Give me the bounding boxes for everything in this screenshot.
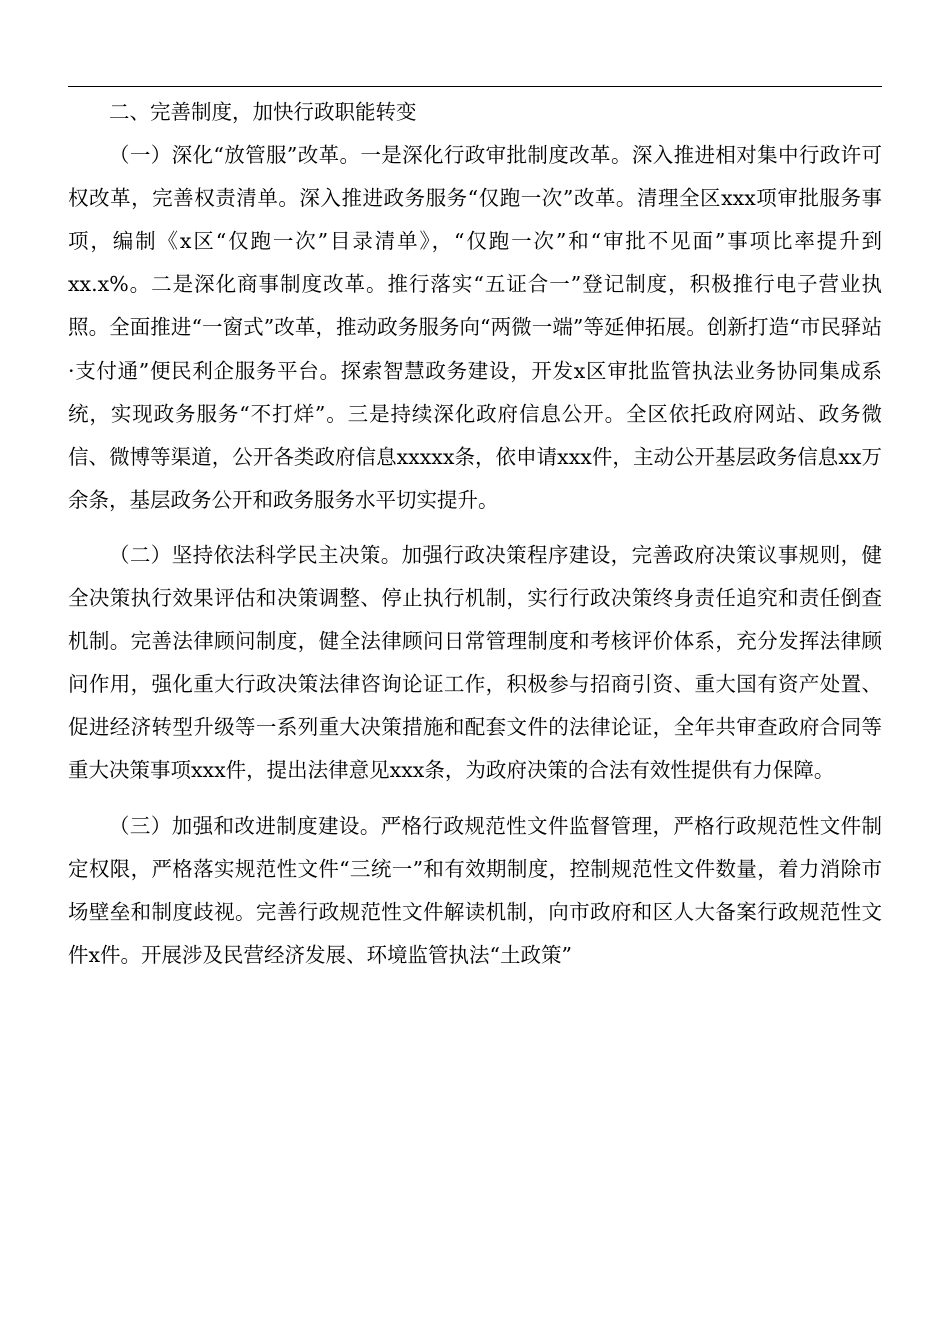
paragraph-decision-making: （二）坚持依法科学民主决策。加强行政决策程序建设，完善政府决策议事规则，健全决策执行效果评估和决策调整、停止执行机制，实行行政决策终身责任追究和责任倒查机制。完善法律顾问制度，健全法律顾问日常管理制度和考核评价体系，充分发挥法律顾问作用，强化重大行政决策法律咨询论证工作，积极参与招商引资、重大国有资产处置、促进经济转型升级等一系列重大决策措施和配套文件的法律论证，全年共审查政府合同等重大决策事项xxx件，提出法律意见xxx条，为政府决策的合法有效性提供有力保障。 [68, 542, 882, 783]
paragraph-reform: （一）深化“放管服”改革。一是深化行政审批制度改革。深入推进相对集中行政许可权改革，完善权责清单。深入推进政务服务“仅跑一次”改革。清理全区xxx项审批服务事项，编制《x区“仅跑一次”目录清单》，“仅跑一次”和“审批不见面”事项比率提升到xx.x%。二是深化商事制度改革。推行落实“五证合一”登记制度，积极推行电子营业执照。全面推进“一窗式”改革，推动政务服务向“两微一端”等延伸拓展。创新打造“市民驿站·支付通”便民利企服务平台。探索智慧政务建设，开发x区审批监管执法业务协同集成系统，实现政务服务“不打烊”。三是持续深化政府信息公开。全区依托政府网站、政务微信、微博等渠道，公开各类政府信息xxxxx条，依申请xxx件，主动公开基层政务信息xx万余条，基层政务公开和政务服务水平切实提升。 [68, 143, 882, 512]
section-heading: 二、完善制度，加快行政职能转变 [109, 100, 417, 124]
paragraph-institution-building: （三）加强和改进制度建设。严格行政规范性文件监督管理，严格行政规范性文件制定权限，严格落实规范性文件“三统一”和有效期制度，控制规范性文件数量，着力消除市场壁垒和制度歧视。完善行政规范性文件解读机制，向市政府和区人大备案行政规范性文件x件。开展涉及民营经济发展、环境监管执法“土政策” [68, 813, 882, 967]
header-rule [68, 86, 882, 87]
document-body [68, 91, 882, 989]
